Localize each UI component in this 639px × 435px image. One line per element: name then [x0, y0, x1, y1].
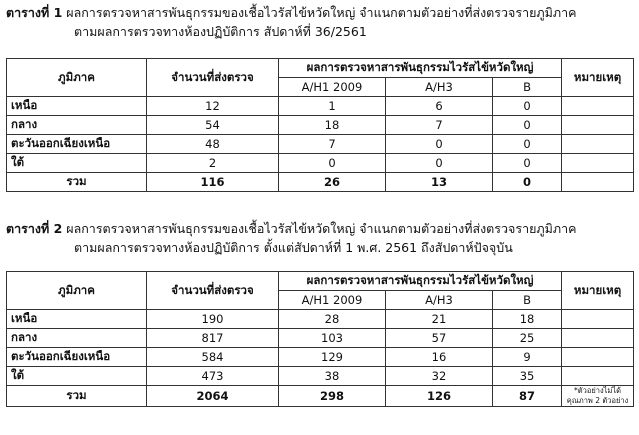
header-results: ผลการตรวจหาสารพันธุกรรมไวรัสไข้หวัดใหญ่: [279, 272, 562, 291]
remark-cell: [562, 97, 634, 116]
samples-cell: 473: [147, 367, 279, 386]
b-cell: 0: [493, 97, 562, 116]
h1-cell: 103: [279, 329, 386, 348]
h1-cell: 7: [279, 135, 386, 154]
region-cell: ใต้: [7, 154, 147, 173]
b-cell: 25: [493, 329, 562, 348]
h1-cell: 18: [279, 116, 386, 135]
samples-cell: 817: [147, 329, 279, 348]
remark-cell: [562, 329, 634, 348]
header-region: ภูมิภาค: [7, 59, 147, 97]
total-h3: 13: [386, 173, 493, 192]
table-row: [7, 310, 634, 329]
samples-cell: 12: [147, 97, 279, 116]
total-samples: 116: [147, 173, 279, 192]
table-row: [7, 135, 634, 154]
h3-cell: 57: [386, 329, 493, 348]
total-remark: [562, 173, 634, 192]
remark-cell: [562, 116, 634, 135]
table2-caption-label: ตารางที่ 2: [6, 221, 63, 236]
remark-cell: [562, 310, 634, 329]
h3-cell: 16: [386, 348, 493, 367]
h1-cell: 38: [279, 367, 386, 386]
table-row: [7, 97, 634, 116]
b-cell: 0: [493, 154, 562, 173]
header-remark: หมายเหตุ: [562, 59, 634, 97]
table-row: [7, 348, 634, 367]
remark-cell: [562, 348, 634, 367]
table2-caption: [6, 219, 577, 257]
b-cell: 18: [493, 310, 562, 329]
total-b: 87: [493, 386, 562, 407]
h3-cell: 7: [386, 116, 493, 135]
b-cell: 9: [493, 348, 562, 367]
remark-cell: [562, 367, 634, 386]
table-row: [7, 154, 634, 173]
total-samples: 2064: [147, 386, 279, 407]
header-region: ภูมิภาค: [7, 272, 147, 310]
h1-cell: 1: [279, 97, 386, 116]
table1: [6, 58, 634, 192]
header-h3: A/H3: [386, 291, 493, 310]
total-h3: 126: [386, 386, 493, 407]
b-cell: 0: [493, 116, 562, 135]
region-cell: ใต้: [7, 367, 147, 386]
header-samples: จำนวนที่ส่งตรวจ: [147, 59, 279, 97]
samples-cell: 584: [147, 348, 279, 367]
samples-cell: 54: [147, 116, 279, 135]
total-row: [7, 173, 634, 192]
table1-caption-line2: ตามผลการตรวจทางห้องปฏิบัติการ สัปดาห์ที่ 36/2561: [74, 24, 367, 39]
h1-cell: 129: [279, 348, 386, 367]
region-cell: ตะวันออกเฉียงเหนือ: [7, 348, 147, 367]
header-samples: จำนวนที่ส่งตรวจ: [147, 272, 279, 310]
samples-cell: 190: [147, 310, 279, 329]
total-label: รวม: [7, 173, 147, 192]
region-cell: เหนือ: [7, 97, 147, 116]
total-h1: 26: [279, 173, 386, 192]
region-cell: กลาง: [7, 116, 147, 135]
h1-cell: 28: [279, 310, 386, 329]
header-h1: A/H1 2009: [279, 78, 386, 97]
region-cell: กลาง: [7, 329, 147, 348]
header-h3: A/H3: [386, 78, 493, 97]
total-b: 0: [493, 173, 562, 192]
remark-cell: [562, 135, 634, 154]
header-remark: หมายเหตุ: [562, 272, 634, 310]
region-cell: เหนือ: [7, 310, 147, 329]
table-row: [7, 116, 634, 135]
h1-cell: 0: [279, 154, 386, 173]
samples-cell: 2: [147, 154, 279, 173]
table-row: [7, 329, 634, 348]
h3-cell: 0: [386, 154, 493, 173]
header-h1: A/H1 2009: [279, 291, 386, 310]
region-cell: ตะวันออกเฉียงเหนือ: [7, 135, 147, 154]
header-results: ผลการตรวจหาสารพันธุกรรมไวรัสไข้หวัดใหญ่: [279, 59, 562, 78]
total-h1: 298: [279, 386, 386, 407]
table2-caption-line1: ผลการตรวจหาสารพันธุกรรมของเชื้อไวรัสไข้หวัดใหญ่ จำแนกตามตัวอย่างที่ส่งตรวจรายภูมิภาค: [66, 221, 577, 236]
h3-cell: 32: [386, 367, 493, 386]
h3-cell: 6: [386, 97, 493, 116]
table2: [6, 271, 634, 407]
b-cell: 0: [493, 135, 562, 154]
h3-cell: 21: [386, 310, 493, 329]
b-cell: 35: [493, 367, 562, 386]
table1-caption: [6, 3, 577, 41]
header-b: B: [493, 78, 562, 97]
remark-note: *ตัวอย่างไม่ได้คุณภาพ 2 ตัวอย่าง: [562, 386, 634, 407]
total-label: รวม: [7, 386, 147, 407]
total-row: [7, 386, 634, 407]
table1-caption-line1: ผลการตรวจหาสารพันธุกรรมของเชื้อไวรัสไข้หวัดใหญ่ จำแนกตามตัวอย่างที่ส่งตรวจรายภูมิภาค: [66, 5, 577, 20]
remark-cell: [562, 154, 634, 173]
samples-cell: 48: [147, 135, 279, 154]
table1-caption-label: ตารางที่ 1: [6, 5, 63, 20]
table2-caption-line2: ตามผลการตรวจทางห้องปฏิบัติการ ตั้งแต่สัปดาห์ที่ 1 พ.ศ. 2561 ถึงสัปดาห์ปัจจุบัน: [74, 240, 513, 255]
table-row: [7, 367, 634, 386]
header-b: B: [493, 291, 562, 310]
h3-cell: 0: [386, 135, 493, 154]
